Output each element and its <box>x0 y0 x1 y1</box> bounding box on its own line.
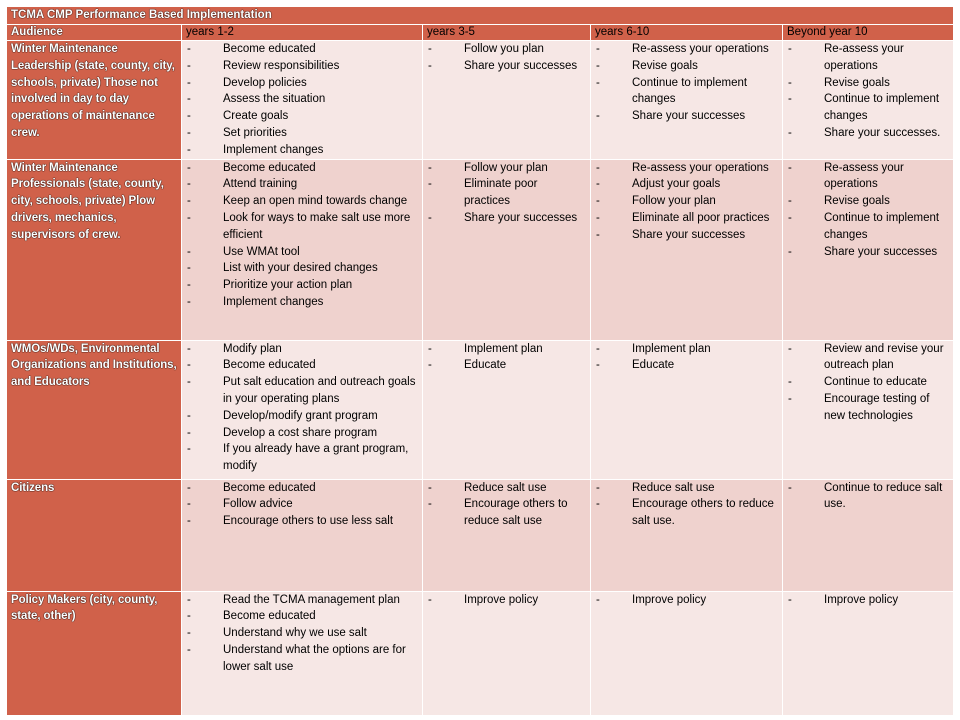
table-row <box>7 591 954 715</box>
list-item: - Read the TCMA management plan <box>186 592 418 609</box>
list-item: - Continue to reduce salt use. <box>787 480 949 514</box>
list-item: - Revise goals <box>787 193 949 210</box>
list-item: - Share your successes <box>595 108 778 125</box>
list-item: - Continue to implement changes <box>595 75 778 109</box>
list-item: - Educate <box>595 357 778 374</box>
list-item: - Attend training <box>186 176 418 193</box>
list-item: - If you already have a grant program, modify <box>186 441 418 475</box>
implementation-table <box>6 6 954 716</box>
cell-years-1-2 <box>182 41 423 160</box>
list-item: - Re-assess your operations <box>595 41 778 58</box>
cell-years-1-2 <box>182 159 423 340</box>
list-item: - Share your successes <box>427 58 586 75</box>
list-item: - Become educated <box>186 357 418 374</box>
table-title: TCMA CMP Performance Based Implementation <box>7 7 954 25</box>
list-item: - List with your desired changes <box>186 260 418 277</box>
cell-years-6-10 <box>591 591 783 715</box>
header-years-6-10: years 6-10 <box>591 25 783 41</box>
list-item: - Eliminate all poor practices <box>595 210 778 227</box>
list-item: - Continue to implement changes <box>787 91 949 125</box>
list-item: - Become educated <box>186 480 418 497</box>
list-item: - Keep an open mind towards change <box>186 193 418 210</box>
action-list <box>787 160 949 261</box>
cell-years-3-5 <box>423 340 591 479</box>
list-item: - Eliminate poor practices <box>427 176 586 210</box>
list-item: - Follow your plan <box>427 160 586 177</box>
table-row <box>7 159 954 340</box>
list-item: - Implement changes <box>186 142 418 159</box>
action-list <box>427 341 586 375</box>
cell-beyond-year-10 <box>783 479 954 591</box>
list-item: - Review responsibilities <box>186 58 418 75</box>
header-audience: Audience <box>7 25 182 41</box>
action-list <box>186 41 418 159</box>
list-item: - Implement plan <box>595 341 778 358</box>
table-row <box>7 41 954 160</box>
action-list <box>595 480 778 530</box>
cell-years-3-5 <box>423 159 591 340</box>
list-item: - Share your successes <box>787 244 949 261</box>
list-item: - Re-assess your operations <box>787 160 949 194</box>
list-item: - Encourage testing of new technologies <box>787 391 949 425</box>
list-item: - Adjust your goals <box>595 176 778 193</box>
action-list <box>186 160 418 311</box>
action-list <box>787 41 949 142</box>
list-item: - Share your successes <box>595 227 778 244</box>
cell-years-1-2 <box>182 591 423 715</box>
list-item: - Look for ways to make salt use more efficient <box>186 210 418 244</box>
audience-cell: Winter Maintenance Leadership (state, county, city, schools, private) Those not involved in day to day operations of maintenance crew. <box>7 41 182 160</box>
list-item: - Improve policy <box>787 592 949 609</box>
list-item: - Develop policies <box>186 75 418 92</box>
cell-years-3-5 <box>423 41 591 160</box>
header-row <box>7 25 954 41</box>
cell-beyond-year-10 <box>783 159 954 340</box>
list-item: - Prioritize your action plan <box>186 277 418 294</box>
cell-years-6-10 <box>591 340 783 479</box>
action-list <box>427 160 586 227</box>
list-item: - Share your successes. <box>787 125 949 142</box>
list-item: - Encourage others to use less salt <box>186 513 418 530</box>
audience-cell: Winter Maintenance Professionals (state, county, city, schools, private) Plow drivers, mechanics, supervisors of crew. <box>7 159 182 340</box>
list-item: - Understand what the options are for lower salt use <box>186 642 418 676</box>
list-item: - Put salt education and outreach goals in your operating plans <box>186 374 418 408</box>
list-item: - Follow you plan <box>427 41 586 58</box>
list-item: - Continue to implement changes <box>787 210 949 244</box>
action-list <box>186 341 418 475</box>
table-row <box>7 479 954 591</box>
list-item: - Follow advice <box>186 496 418 513</box>
list-item: - Become educated <box>186 41 418 58</box>
list-item: - Develop/modify grant program <box>186 408 418 425</box>
list-item: - Modify plan <box>186 341 418 358</box>
action-list <box>427 480 586 530</box>
action-list <box>595 592 778 609</box>
header-beyond-year-10: Beyond year 10 <box>783 25 954 41</box>
list-item: - Revise goals <box>787 75 949 92</box>
cell-years-3-5 <box>423 591 591 715</box>
action-list <box>787 480 949 514</box>
list-item: - Improve policy <box>427 592 586 609</box>
action-list <box>186 480 418 530</box>
list-item: - Re-assess your operations <box>787 41 949 75</box>
cell-beyond-year-10 <box>783 591 954 715</box>
cell-years-3-5 <box>423 479 591 591</box>
action-list <box>787 592 949 609</box>
action-list <box>595 41 778 125</box>
cell-beyond-year-10 <box>783 340 954 479</box>
cell-years-6-10 <box>591 479 783 591</box>
list-item: - Develop a cost share program <box>186 425 418 442</box>
list-item: - Reduce salt use <box>427 480 586 497</box>
action-list <box>186 592 418 676</box>
list-item: - Understand why we use salt <box>186 625 418 642</box>
list-item: - Review and revise your outreach plan <box>787 341 949 375</box>
list-item: - Become educated <box>186 608 418 625</box>
list-item: - Educate <box>427 357 586 374</box>
list-item: - Improve policy <box>595 592 778 609</box>
cell-years-6-10 <box>591 159 783 340</box>
cell-years-1-2 <box>182 479 423 591</box>
list-item: - Share your successes <box>427 210 586 227</box>
list-item: - Revise goals <box>595 58 778 75</box>
action-list <box>427 41 586 75</box>
list-item: - Implement plan <box>427 341 586 358</box>
list-item: - Encourage others to reduce salt use <box>427 496 586 530</box>
audience-cell: Policy Makers (city, county, state, other) <box>7 591 182 715</box>
list-item: - Follow your plan <box>595 193 778 210</box>
cell-beyond-year-10 <box>783 41 954 160</box>
cell-years-6-10 <box>591 41 783 160</box>
action-list <box>427 592 586 609</box>
audience-cell: Citizens <box>7 479 182 591</box>
title-row <box>7 7 954 25</box>
table-row <box>7 340 954 479</box>
list-item: - Set priorities <box>186 125 418 142</box>
list-item: - Encourage others to reduce salt use. <box>595 496 778 530</box>
list-item: - Use WMAt tool <box>186 244 418 261</box>
list-item: - Create goals <box>186 108 418 125</box>
list-item: - Become educated <box>186 160 418 177</box>
action-list <box>595 341 778 375</box>
action-list <box>595 160 778 244</box>
header-years-1-2: years 1-2 <box>182 25 423 41</box>
list-item: - Assess the situation <box>186 91 418 108</box>
header-years-3-5: years 3-5 <box>423 25 591 41</box>
action-list <box>787 341 949 425</box>
list-item: - Implement changes <box>186 294 418 311</box>
cell-years-1-2 <box>182 340 423 479</box>
list-item: - Continue to educate <box>787 374 949 391</box>
audience-cell: WMOs/WDs, Environmental Organizations and Institutions, and Educators <box>7 340 182 479</box>
list-item: - Reduce salt use <box>595 480 778 497</box>
list-item: - Re-assess your operations <box>595 160 778 177</box>
